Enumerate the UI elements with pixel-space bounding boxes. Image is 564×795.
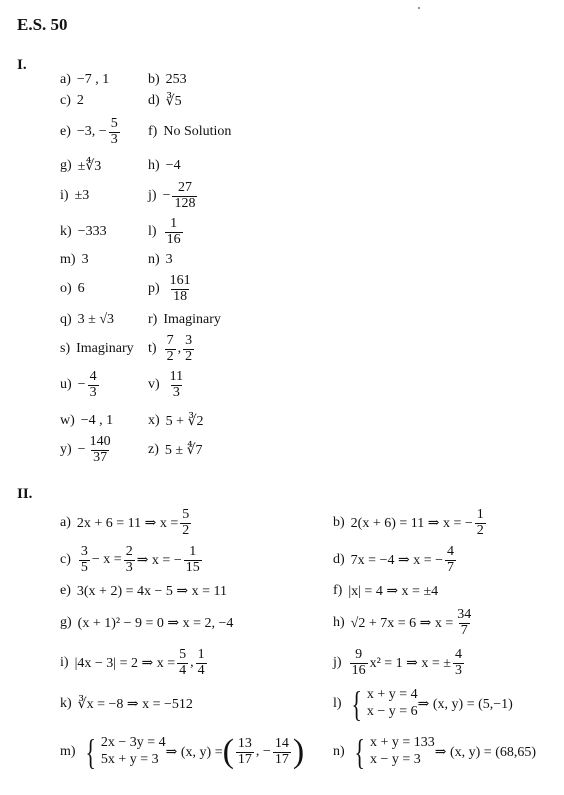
answer-II-i: i) |4x − 3| = 2 ⇒ x = $\frac{5}{4}$ , $\frac{1}{4}$ [60, 646, 205, 678]
answer-I-q: q) 3 ± √3 [60, 312, 115, 327]
answer-I-z: z) 5 ± ∜7 [148, 442, 203, 458]
answer-II-a: a) 2x + 6 = 11 ⇒ x = $\frac{5}{2}$ [60, 506, 190, 538]
answer-I-s: s) Imaginary [60, 341, 134, 356]
answer-II-g: g) (x + 1)² − 9 = 0 ⇒ x = 2, −4 [60, 615, 234, 631]
answer-II-e: e) 3(x + 2) = 4x − 5 ⇒ x = 11 [60, 583, 228, 599]
answer-I-e: e) −3, − $\frac{5}{3}$ [60, 115, 118, 147]
answer-I-y: y) − $\frac{140}{37}$ [60, 433, 111, 465]
answer-I-t: t) $\frac{7}{2}$ , $\frac{3}{2}$ [148, 332, 193, 364]
answer-II-b: b) 2(x + 6) = 11 ⇒ x = − $\frac{1}{2}$ [333, 506, 484, 538]
answer-I-b: b) 253 [148, 72, 187, 87]
answer-I-g: g) ±∜3 [60, 158, 102, 174]
answer-I-x: x) 5 + ∛2 [148, 413, 204, 429]
answer-I-r: r) Imaginary [148, 312, 221, 327]
answer-II-c: c) $\frac{3}{5}$ − x = $\frac{2}{3}$ ⇒ x = − $\frac{1}{15}$ [60, 543, 200, 575]
section-heading-2: II. [17, 486, 33, 502]
stray-dot [418, 7, 420, 9]
answer-I-w: w) −4 , 1 [60, 413, 114, 428]
answer-I-j: j) − $\frac{27}{128}$ [148, 179, 196, 211]
answer-I-c: c) 2 [60, 93, 84, 108]
answer-I-i: i) ±3 [60, 188, 90, 203]
answer-I-h: h) −4 [148, 158, 181, 173]
answer-I-o: o) 6 [60, 281, 85, 296]
answer-I-d: d) ∛5 [148, 93, 182, 109]
answer-I-k: k) −333 [60, 224, 107, 239]
section-heading-1: I. [17, 57, 27, 73]
answer-II-k: k) ∛x = −8 ⇒ x = −512 [60, 696, 193, 712]
answer-II-d: d) 7x = −4 ⇒ x = − $\frac{4}{7}$ [333, 543, 454, 575]
answer-I-a: a) −7 , 1 [60, 72, 110, 87]
answer-I-v: v) $\frac{11}{3}$ [148, 368, 184, 400]
answer-I-u: u) − $\frac{4}{3}$ [60, 368, 97, 400]
answer-II-h: h) √2 + 7x = 6 ⇒ x = $\frac{34}{7}$ [333, 606, 472, 638]
answer-II-n: n) { x + y = 133 x − y = 3 ⇒ (x, y) = (68,65) [333, 732, 537, 772]
page-title: E.S. 50 [17, 15, 68, 34]
answer-I-n: n) 3 [148, 252, 173, 267]
answer-I-m: m) 3 [60, 252, 89, 267]
answer-I-p: p) $\frac{161}{18}$ [148, 272, 191, 304]
answer-II-f: f) |x| = 4 ⇒ x = ±4 [333, 583, 439, 599]
answer-II-m: m) { 2x − 3y = 4 5x + y = 3 ⇒ (x, y) = ( $\frac{13}{17}$ , − $\frac{14}{17}$ ) [60, 732, 305, 772]
answer-I-f: f) No Solution [148, 124, 232, 139]
answer-II-l: l) { x + y = 4 x − y = 6 ⇒ (x, y) = (5,−1) [333, 684, 513, 724]
answer-II-j: j) $\frac{9}{16}$ x² = 1 ⇒ x = ± $\frac{4}{3}$ [333, 646, 462, 678]
answer-I-l: l) $\frac{1}{16}$ [148, 215, 181, 247]
